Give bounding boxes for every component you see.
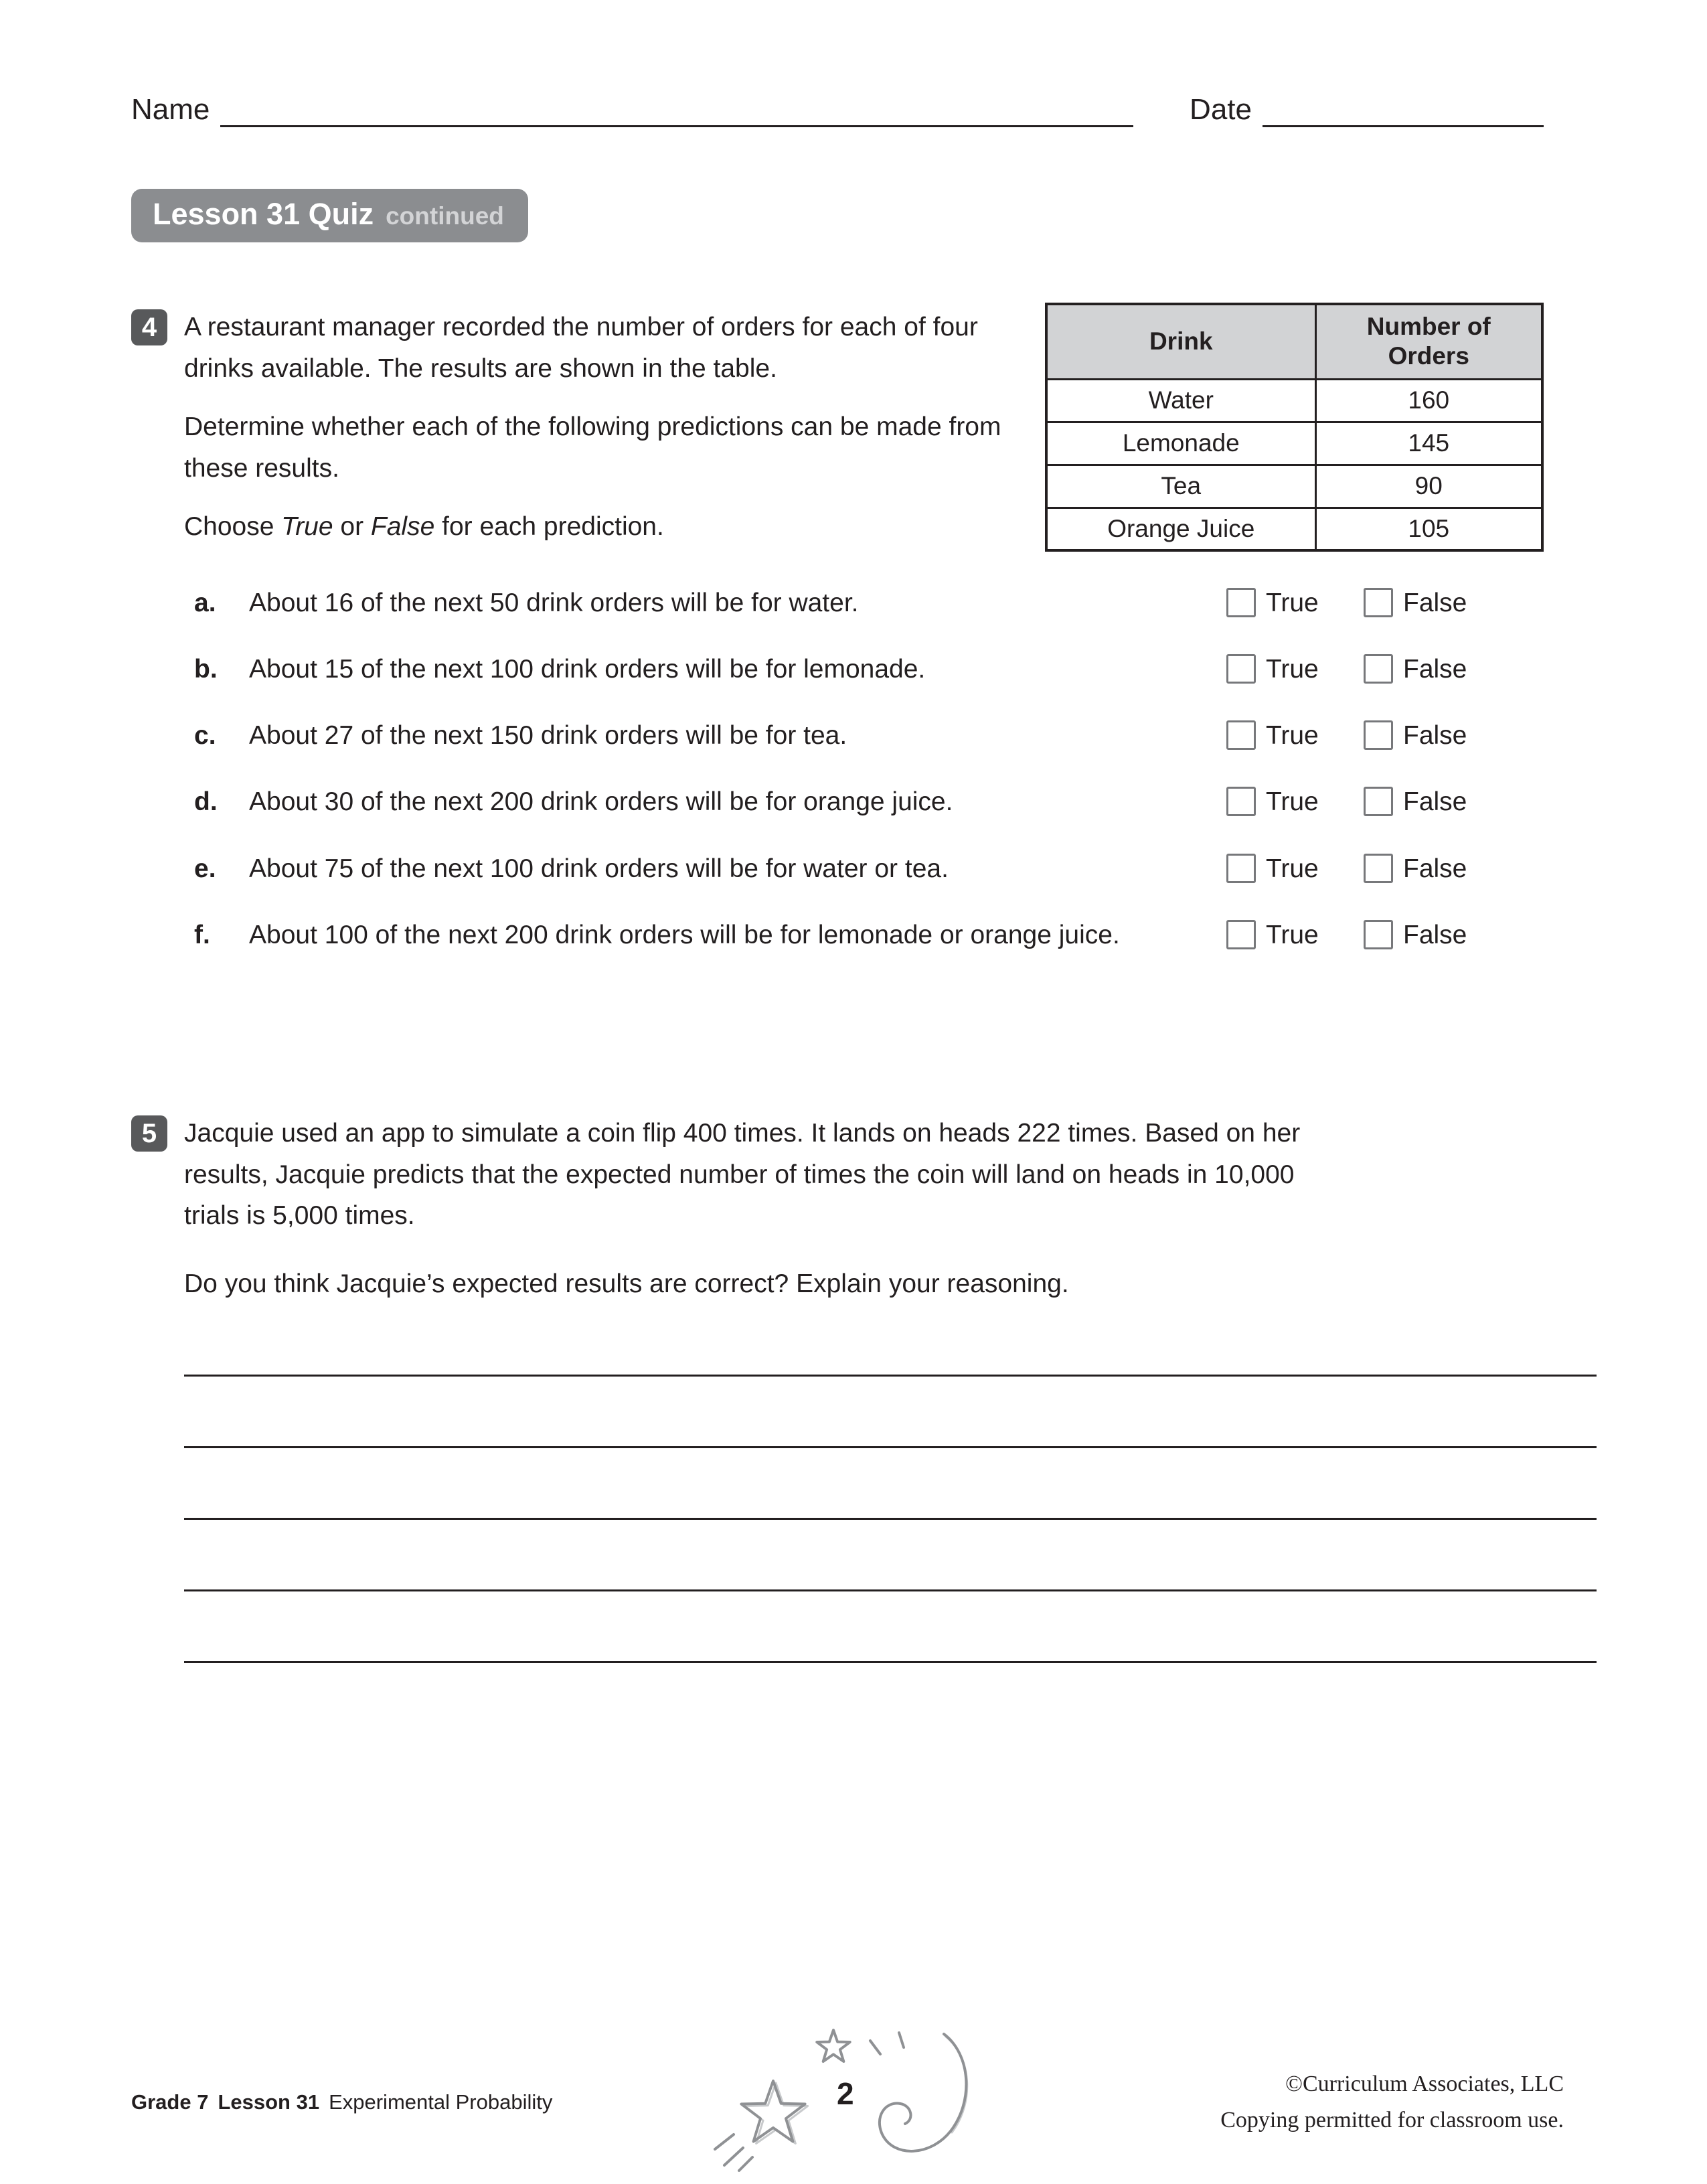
- item-letter: d.: [194, 787, 218, 817]
- answer-line[interactable]: [184, 1520, 1597, 1591]
- drink-cell: Tea: [1046, 465, 1315, 508]
- q4-choose-line: [184, 506, 1054, 548]
- q4-directions-paragraph: Determine whether each of the following predictions can be made from these results.: [184, 412, 1001, 483]
- orders-cell: 90: [1315, 465, 1542, 508]
- item-letter: c.: [194, 721, 216, 751]
- table-row: [1046, 379, 1542, 422]
- false-choice: [1364, 653, 1544, 686]
- prediction-item-a: [194, 587, 1544, 619]
- footer-lesson: Lesson 31: [218, 2090, 320, 2114]
- orders-cell: 145: [1315, 422, 1542, 465]
- choose-false-word: False: [370, 512, 435, 542]
- false-choice: [1364, 852, 1544, 885]
- prediction-items: [194, 587, 1544, 951]
- false-choice: [1364, 587, 1544, 619]
- table-header-drink: Drink: [1046, 304, 1315, 379]
- true-choice: [1226, 852, 1364, 885]
- orders-cell: 160: [1315, 379, 1542, 422]
- true-choice: [1226, 587, 1364, 619]
- choose-text-pre: Choose: [184, 512, 282, 542]
- true-label: True: [1266, 854, 1319, 883]
- answer-line[interactable]: [184, 1591, 1597, 1663]
- false-label: False: [1403, 721, 1467, 751]
- answer-lines: [184, 1305, 1597, 1663]
- question-4: [131, 307, 1544, 985]
- true-checkbox[interactable]: [1226, 920, 1256, 949]
- item-text: About 75 of the next 100 drink orders will be for water or tea.: [249, 854, 949, 883]
- drink-cell: Water: [1046, 379, 1315, 422]
- answer-line[interactable]: [184, 1448, 1597, 1520]
- page-number: 2: [837, 2076, 854, 2111]
- name-input-line[interactable]: [220, 94, 1133, 127]
- item-letter: b.: [194, 655, 218, 684]
- date-input-line[interactable]: [1263, 94, 1544, 127]
- name-label: Name: [131, 93, 210, 126]
- false-checkbox[interactable]: [1364, 787, 1393, 816]
- drink-cell: Lemonade: [1046, 422, 1315, 465]
- false-checkbox[interactable]: [1364, 720, 1393, 750]
- item-letter: a.: [194, 589, 216, 618]
- false-label: False: [1403, 920, 1467, 949]
- true-label: True: [1266, 721, 1319, 751]
- true-choice: [1226, 785, 1364, 818]
- false-checkbox[interactable]: [1364, 854, 1393, 883]
- lesson-badge: [131, 189, 528, 242]
- q4-intro-paragraph: A restaurant manager recorded the number of orders for each of four drinks available. The results are shown in the table.: [184, 313, 978, 383]
- orders-cell: 105: [1315, 508, 1542, 550]
- footer-topic: Experimental Probability: [329, 2090, 553, 2114]
- table-row: [1046, 465, 1542, 508]
- false-label: False: [1403, 589, 1467, 618]
- item-letter: e.: [194, 854, 216, 883]
- false-choice: [1364, 919, 1544, 951]
- true-choice: [1226, 653, 1364, 686]
- true-label: True: [1266, 787, 1319, 817]
- question-4-number: 4: [131, 309, 167, 345]
- false-choice: [1364, 719, 1544, 752]
- item-letter: f.: [194, 920, 210, 949]
- prediction-item-b: [194, 653, 1544, 686]
- false-choice: [1364, 785, 1544, 818]
- true-label: True: [1266, 920, 1319, 949]
- drink-orders-table: [1045, 303, 1544, 552]
- true-label: True: [1266, 655, 1319, 684]
- table-header-row: [1046, 304, 1542, 379]
- question-5-number: 5: [131, 1115, 167, 1152]
- footer-copyright: [1220, 2066, 1564, 2139]
- false-checkbox[interactable]: [1364, 654, 1393, 684]
- false-label: False: [1403, 787, 1467, 817]
- name-date-row: [131, 94, 1544, 127]
- footer-course-info: [131, 2090, 562, 2114]
- true-checkbox[interactable]: [1226, 787, 1256, 816]
- item-text: About 100 of the next 200 drink orders will be for lemonade or orange juice.: [249, 920, 1120, 949]
- item-text: About 30 of the next 200 drink orders will be for orange juice.: [249, 787, 953, 817]
- true-checkbox[interactable]: [1226, 588, 1256, 617]
- prediction-item-c: [194, 719, 1544, 752]
- true-choice: [1226, 719, 1364, 752]
- choose-text-mid: or: [333, 512, 371, 542]
- item-text: About 16 of the next 50 drink orders will be for water.: [249, 589, 859, 618]
- table-row: [1046, 422, 1542, 465]
- date-label: Date: [1190, 93, 1252, 126]
- table-header-orders: Number of Orders: [1315, 304, 1542, 379]
- footer-grade: Grade 7: [131, 2090, 209, 2114]
- drink-cell: Orange Juice: [1046, 508, 1315, 550]
- q5-intro-paragraph: Jacquie used an app to simulate a coin flip 400 times. It lands on heads 222 times. Based on her results, Jacquie predicts that the expected number of times the coin will land on heads in 10,000 trials is 5,000 times.: [184, 1119, 1301, 1231]
- true-checkbox[interactable]: [1226, 654, 1256, 684]
- copyright-line-1: ©Curriculum Associates, LLC: [1285, 2072, 1564, 2096]
- prediction-item-d: [194, 785, 1544, 818]
- prediction-item-f: [194, 919, 1544, 951]
- true-choice: [1226, 919, 1364, 951]
- false-label: False: [1403, 655, 1467, 684]
- q5-question-paragraph: Do you think Jacquie’s expected results are correct? Explain your reasoning.: [184, 1269, 1069, 1298]
- answer-line[interactable]: [184, 1305, 1597, 1377]
- copyright-line-2: Copying permitted for classroom use.: [1220, 2108, 1564, 2133]
- choose-text-post: for each prediction.: [434, 512, 664, 542]
- true-checkbox[interactable]: [1226, 720, 1256, 750]
- item-text: About 15 of the next 100 drink orders will be for lemonade.: [249, 655, 926, 684]
- true-checkbox[interactable]: [1226, 854, 1256, 883]
- footer-page-number-area: [710, 2014, 991, 2175]
- false-checkbox[interactable]: [1364, 588, 1393, 617]
- question-5: [131, 1113, 1544, 1304]
- false-label: False: [1403, 854, 1467, 883]
- false-checkbox[interactable]: [1364, 920, 1393, 949]
- answer-line[interactable]: [184, 1377, 1597, 1448]
- item-text: About 27 of the next 150 drink orders will be for tea.: [249, 721, 847, 751]
- lesson-continued: continued: [386, 202, 504, 230]
- lesson-title: Lesson 31 Quiz: [153, 197, 374, 231]
- true-label: True: [1266, 589, 1319, 618]
- choose-true-word: True: [281, 512, 333, 542]
- table-row: [1046, 508, 1542, 550]
- prediction-item-e: [194, 852, 1544, 885]
